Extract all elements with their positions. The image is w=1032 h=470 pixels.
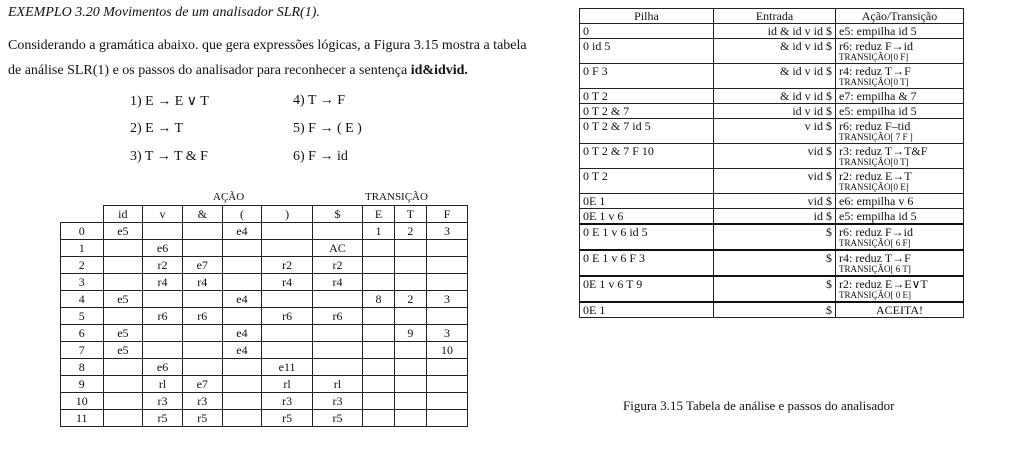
action-cell [836, 24, 964, 39]
step-row [580, 119, 964, 144]
col-entrada: Entrada [714, 9, 836, 24]
table-cell: 9 [394, 325, 426, 342]
table-cell [363, 342, 395, 359]
figure-caption: Figura 3.15 Tabela de análise e passos do analisador [623, 398, 895, 413]
target-sentence: id&idvid. [410, 63, 468, 78]
action-text: e7: empilha & 7 [839, 89, 917, 103]
table-cell: r3 [182, 393, 222, 410]
input-cell: & id v id $ [714, 64, 836, 89]
table-cell [182, 291, 222, 308]
table-cell: rl [312, 376, 362, 393]
state-cell: 0 [61, 223, 104, 240]
action-cell [836, 39, 964, 64]
table-cell: r5 [143, 410, 183, 427]
table-cell [262, 342, 313, 359]
table-cell: r4 [312, 274, 362, 291]
paragraph-line-2: de análise SLR(1) e os passos do analisador para reconhecer a sentença id&idvid. [8, 63, 468, 78]
table-row [61, 325, 468, 342]
table-cell [394, 274, 426, 291]
stack-cell: 0 F 3 [580, 64, 714, 89]
table-cell: 10 [426, 342, 467, 359]
action-cell [836, 119, 964, 144]
table-cell: e4 [222, 291, 262, 308]
table-cell [394, 308, 426, 325]
paragraph-line-1: Considerando a gramática abaixo. que gera expressões lógicas, a Figura 3.15 mostra a tabela [8, 38, 527, 53]
table-cell [222, 410, 262, 427]
table-row [61, 274, 468, 291]
column-header: ( [222, 206, 262, 223]
stack-cell: 0 T 2 [580, 169, 714, 194]
table-cell [363, 240, 395, 257]
table-cell [143, 291, 183, 308]
action-text: r4: reduz T→F [839, 64, 911, 78]
table-cell: e6 [143, 359, 183, 376]
table-cell [312, 223, 362, 240]
table-cell [262, 291, 313, 308]
table-cell [363, 359, 395, 376]
table-cell [182, 342, 222, 359]
table-cell [394, 410, 426, 427]
table-cell: e5 [103, 223, 143, 240]
step-row [580, 64, 964, 89]
step-row [580, 169, 964, 194]
input-cell: vid $ [714, 169, 836, 194]
table-cell [394, 359, 426, 376]
table-cell [363, 274, 395, 291]
table-cell [363, 308, 395, 325]
step-row [580, 194, 964, 209]
table-cell: r6 [262, 308, 313, 325]
table-cell: r2 [312, 257, 362, 274]
table-cell [222, 359, 262, 376]
table-cell [103, 274, 143, 291]
stack-cell: 0 T 2 & 7 F 10 [580, 144, 714, 169]
table-cell [103, 257, 143, 274]
table-cell: r6 [312, 308, 362, 325]
step-row [580, 39, 964, 64]
input-cell: $ [714, 250, 836, 276]
table-cell [222, 376, 262, 393]
example-number: EXEMPLO 3.20 [8, 5, 100, 20]
example-title: Movimentos de um analisador SLR(1). [103, 5, 320, 20]
input-cell: id v id $ [714, 104, 836, 119]
transition-text: TRANSIÇÃO[0 F] [839, 52, 909, 62]
table-cell [426, 393, 467, 410]
table-cell [103, 393, 143, 410]
table-cell: r6 [182, 308, 222, 325]
table-row [61, 410, 468, 427]
input-cell: $ [714, 224, 836, 250]
stack-cell: 0E 1 v 6 T 9 [580, 276, 714, 302]
table-row [61, 393, 468, 410]
table-cell: r5 [312, 410, 362, 427]
stack-cell: 0 T 2 [580, 89, 714, 104]
table-cell [222, 308, 262, 325]
table-cell: r5 [262, 410, 313, 427]
table-cell: e4 [222, 223, 262, 240]
input-cell: vid $ [714, 144, 836, 169]
table-cell [222, 274, 262, 291]
action-text: r6: reduz F→id [839, 39, 913, 53]
table-cell: AC [312, 240, 362, 257]
table-row [61, 308, 468, 325]
table-cell [222, 257, 262, 274]
column-header: E [363, 206, 395, 223]
action-text: ACEITA! [875, 303, 924, 317]
column-header: T [394, 206, 426, 223]
col-pilha: Pilha [580, 9, 714, 24]
table-cell [312, 291, 362, 308]
action-cell [836, 302, 964, 318]
table-cell: e5 [103, 325, 143, 342]
stack-cell: 0 id 5 [580, 39, 714, 64]
col-acao: Ação/Transição [836, 9, 964, 24]
table-cell: r4 [262, 274, 313, 291]
state-cell: 10 [61, 393, 104, 410]
grammar-rule: T → F [307, 93, 346, 108]
action-cell [836, 144, 964, 169]
table-cell [426, 359, 467, 376]
stack-cell: 0 [580, 24, 714, 39]
grammar-rule: F → id [308, 149, 348, 164]
table-cell [222, 393, 262, 410]
input-cell: & id v id $ [714, 89, 836, 104]
intro-paragraph [8, 33, 538, 83]
table-cell: r5 [182, 410, 222, 427]
action-text: r6: reduz F→id [839, 225, 913, 239]
table-cell [426, 274, 467, 291]
table-cell [103, 308, 143, 325]
table-cell [363, 393, 395, 410]
table-cell [222, 240, 262, 257]
action-text: r2: reduz E→E∨T [839, 277, 928, 291]
table-cell: 3 [426, 291, 467, 308]
table-cell [103, 359, 143, 376]
step-row [580, 104, 964, 119]
table-cell: 3 [426, 223, 467, 240]
table-cell: e7 [182, 376, 222, 393]
transition-text: TRANSIÇÃO[ 6 T] [839, 264, 911, 274]
table-cell: e5 [103, 291, 143, 308]
table-row [61, 240, 468, 257]
grammar-rule: T → T & F [144, 149, 208, 164]
stack-cell: 0 E 1 v 6 id 5 [580, 224, 714, 250]
table-cell [394, 393, 426, 410]
action-group-label: AÇÃO [213, 191, 245, 203]
state-cell: 9 [61, 376, 104, 393]
table-cell [103, 240, 143, 257]
action-cell [836, 169, 964, 194]
table-cell: r4 [182, 274, 222, 291]
table-cell: e5 [103, 342, 143, 359]
step-row [580, 24, 964, 39]
action-cell [836, 224, 964, 250]
table-cell: r6 [143, 308, 183, 325]
stack-cell: 0 T 2 & 7 [580, 104, 714, 119]
table-cell [182, 223, 222, 240]
table-cell [363, 325, 395, 342]
action-cell [836, 209, 964, 225]
table-cell [426, 410, 467, 427]
table-row [61, 342, 468, 359]
table-cell: 8 [363, 291, 395, 308]
table-cell [426, 376, 467, 393]
step-row [580, 89, 964, 104]
grammar-rule: E → E ∨ T [145, 94, 209, 109]
input-cell: vid $ [714, 194, 836, 209]
table-cell [426, 257, 467, 274]
state-cell: 4 [61, 291, 104, 308]
table-cell [312, 342, 362, 359]
stack-cell: 0E 1 [580, 194, 714, 209]
action-cell [836, 64, 964, 89]
input-cell: v id $ [714, 119, 836, 144]
input-cell: $ [714, 276, 836, 302]
table-cell: e4 [222, 342, 262, 359]
table-cell [363, 257, 395, 274]
step-row [580, 276, 964, 302]
table-cell [312, 325, 362, 342]
table-cell: 2 [394, 223, 426, 240]
step-row [580, 250, 964, 276]
action-text: e5: empilha id 5 [839, 104, 917, 118]
column-header: F [426, 206, 467, 223]
grammar-right: 4) T → F 5) F → ( E ) 6) F → id [293, 93, 362, 164]
table-cell: r3 [312, 393, 362, 410]
table-cell [363, 376, 395, 393]
action-text: r4: reduz T→F [839, 251, 911, 265]
table-cell [394, 257, 426, 274]
table-cell: 2 [394, 291, 426, 308]
table-cell [394, 342, 426, 359]
state-cell: 5 [61, 308, 104, 325]
table-cell [103, 410, 143, 427]
action-text: r6: reduz F–tid [839, 119, 911, 133]
table-cell [143, 325, 183, 342]
column-header: $ [312, 206, 362, 223]
table-cell: rl [262, 376, 313, 393]
state-cell: 8 [61, 359, 104, 376]
parsing-steps-table [579, 8, 964, 318]
table-cell: r2 [143, 257, 183, 274]
slr-parsing-table [60, 205, 468, 427]
transition-text: TRANSIÇÃO[0 E] [839, 182, 909, 192]
table-row [61, 223, 468, 240]
table-cell: e7 [182, 257, 222, 274]
transition-group-label: TRANSIÇÃO [365, 191, 428, 203]
input-cell: id $ [714, 209, 836, 225]
table-cell: 1 [363, 223, 395, 240]
transition-text: TRANSIÇÃO[ 0 E] [839, 290, 911, 300]
input-cell: & id v id $ [714, 39, 836, 64]
table-row [61, 257, 468, 274]
table-cell: e6 [143, 240, 183, 257]
table-cell: r4 [143, 274, 183, 291]
grammar-rule: E → T [145, 121, 184, 136]
table-cell [394, 240, 426, 257]
stack-cell: 0E 1 v 6 [580, 209, 714, 225]
table-cell: 3 [426, 325, 467, 342]
table-cell: e4 [222, 325, 262, 342]
state-cell: 11 [61, 410, 104, 427]
step-row [580, 144, 964, 169]
table-cell [103, 376, 143, 393]
action-text: e5: empilha id 5 [839, 209, 917, 223]
action-cell [836, 194, 964, 209]
state-cell: 6 [61, 325, 104, 342]
table-cell: r3 [143, 393, 183, 410]
corner-cell [61, 206, 104, 223]
transition-text: TRANSIÇÃO[ 6 F] [839, 238, 911, 248]
step-row [580, 209, 964, 225]
table-cell [312, 359, 362, 376]
transition-text: TRANSIÇÃO[0 T] [839, 157, 909, 167]
state-cell: 7 [61, 342, 104, 359]
state-cell: 1 [61, 240, 104, 257]
transition-text: TRANSIÇÃO[0 T] [839, 77, 909, 87]
stack-cell: 0E 1 [580, 302, 714, 318]
table-cell: rl [143, 376, 183, 393]
table-cell [426, 308, 467, 325]
table-cell [262, 325, 313, 342]
action-cell [836, 250, 964, 276]
table-cell [426, 240, 467, 257]
column-header: id [103, 206, 143, 223]
step-row [580, 302, 964, 318]
example-header [8, 5, 320, 21]
table-row [61, 359, 468, 376]
step-row [580, 224, 964, 250]
stack-cell: 0 E 1 v 6 F 3 [580, 250, 714, 276]
table-row [61, 291, 468, 308]
table-cell [182, 240, 222, 257]
table-cell [363, 410, 395, 427]
grammar-left: 1) E → E ∨ T 2) E → T 3) T → T & F [130, 94, 209, 164]
table-cell [262, 240, 313, 257]
column-header: v [143, 206, 183, 223]
grammar-rule: F → ( E ) [308, 121, 362, 136]
table-cell [262, 223, 313, 240]
action-text: e6: empilha v 6 [839, 194, 914, 208]
action-text: r3: reduz T→T&F [839, 144, 928, 158]
action-text: r2: reduz E→T [839, 169, 912, 183]
table-cell [143, 223, 183, 240]
table-cell [182, 359, 222, 376]
input-cell: $ [714, 302, 836, 318]
table-cell: e11 [262, 359, 313, 376]
action-cell [836, 89, 964, 104]
action-text: e5: empilha id 5 [839, 24, 917, 38]
input-cell: id & id v id $ [714, 24, 836, 39]
table-cell [182, 325, 222, 342]
state-cell: 3 [61, 274, 104, 291]
action-cell [836, 276, 964, 302]
table-cell: r3 [262, 393, 313, 410]
transition-text: TRANSIÇÃO[ 7 F ] [839, 132, 913, 142]
table-cell: r2 [262, 257, 313, 274]
column-header: & [182, 206, 222, 223]
column-header: ) [262, 206, 313, 223]
table-cell [143, 342, 183, 359]
action-cell [836, 104, 964, 119]
stack-cell: 0 T 2 & 7 id 5 [580, 119, 714, 144]
table-cell [394, 376, 426, 393]
state-cell: 2 [61, 257, 104, 274]
table-row [61, 376, 468, 393]
